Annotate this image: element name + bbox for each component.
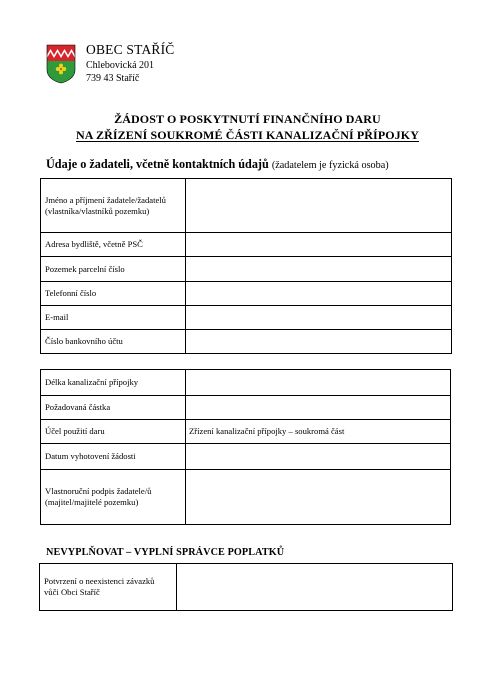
phone-field[interactable] [186, 282, 452, 306]
gift-purpose-label: Účel použití daru [41, 420, 186, 444]
applicant-details-table [40, 178, 452, 354]
table-row [41, 444, 451, 470]
municipality-city: 739 43 Staříč [86, 73, 140, 84]
gift-purpose-value: Zřízení kanalizační přípojky – soukromá část [186, 420, 451, 444]
no-debt-confirmation-field [177, 564, 453, 611]
table-row [41, 179, 452, 233]
parcel-number-label: Pozemek parcelní číslo [41, 257, 186, 282]
request-date-field[interactable] [186, 444, 451, 470]
table-row [41, 306, 452, 330]
address-field[interactable] [186, 233, 452, 257]
table-row [41, 396, 451, 420]
admin-section-heading: NEVYPLŇOVAT – VYPLNÍ SPRÁVCE POPLATKŮ [46, 547, 285, 558]
applicant-heading-text: Údaje o žadateli, včetně kontaktních údajů [46, 157, 269, 171]
request-date-label: Datum vyhotovení žádosti [41, 444, 186, 470]
table-row [40, 564, 453, 611]
signature-label: Vlastnoruční podpis žadatele/ů (majitel/majitelé pozemku) [41, 470, 186, 525]
no-debt-confirmation-label: Potvrzení o neexistenci závazků vůči Obci Staříč [40, 564, 177, 611]
applicant-name-field[interactable] [186, 179, 452, 233]
table-row [41, 470, 451, 525]
table-row [41, 420, 451, 444]
requested-amount-label: Požadovaná částka [41, 396, 186, 420]
table-row [41, 370, 451, 396]
signature-field[interactable] [186, 470, 451, 525]
email-label: E-mail [41, 306, 186, 330]
bank-account-label: Číslo bankovního účtu [41, 330, 186, 354]
municipality-coat-of-arms-icon [46, 44, 76, 84]
table-row [41, 233, 452, 257]
phone-label: Telefonní číslo [41, 282, 186, 306]
table-row [41, 330, 452, 354]
applicant-heading-note: (žadatelem je fyzická osoba) [271, 160, 389, 171]
document-title-line2: NA ZŘÍZENÍ SOUKROMÉ ČÁSTI KANALIZAČNÍ PŘÍPOJKY [76, 128, 419, 142]
table-row [41, 257, 452, 282]
applicant-name-label: Jméno a příjmení žadatele/žadatelů (vlastníka/vlastníků pozemku) [41, 179, 186, 233]
bank-account-field[interactable] [186, 330, 452, 354]
admin-table [39, 563, 453, 611]
municipality-name: OBEC STAŘÍČ [86, 42, 175, 57]
document-title-line1: ŽÁDOST O POSKYTNUTÍ FINANČNÍHO DARU [114, 112, 381, 126]
connection-length-label: Délka kanalizační přípojky [41, 370, 186, 396]
municipality-street: Chlebovická 201 [86, 60, 155, 71]
email-field[interactable] [186, 306, 452, 330]
gift-details-table [40, 369, 451, 525]
connection-length-field[interactable] [186, 370, 451, 396]
parcel-number-field[interactable] [186, 257, 452, 282]
requested-amount-field[interactable] [186, 396, 451, 420]
address-label: Adresa bydliště, včetně PSČ [41, 233, 186, 257]
table-row [41, 282, 452, 306]
applicant-section-heading [46, 157, 389, 172]
